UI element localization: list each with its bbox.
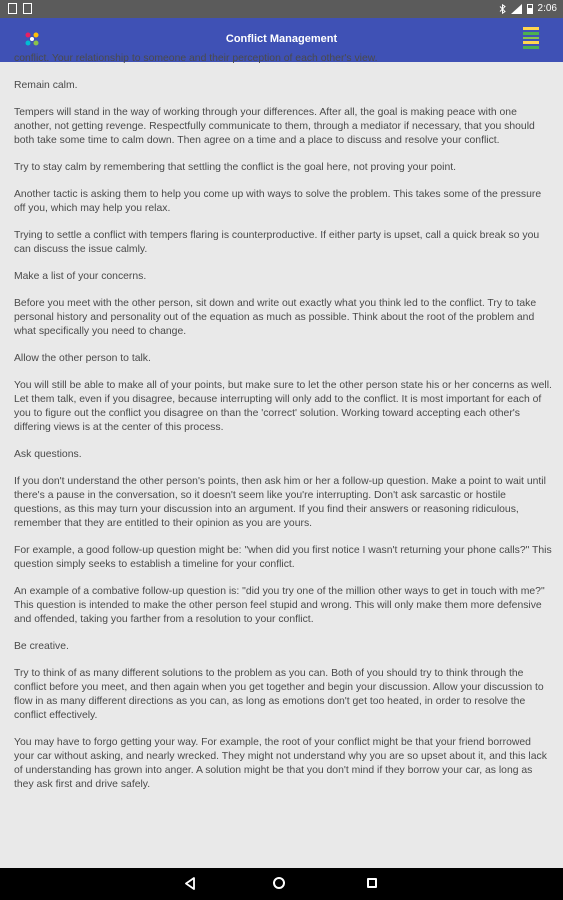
menu-icon[interactable] — [523, 27, 539, 49]
app-title: Conflict Management — [225, 33, 338, 45]
paragraph: Tempers will stand in the way of working through your differences. After all, the goal is making peace with one another, not getting revenge. Respectfully communicate to them, through a mediator if necessary, that you should both take some time to calm down. Then agree on a time and a place to discuss and resolve your conflict. — [14, 107, 535, 146]
system-icons — [499, 3, 557, 14]
paragraph: You may have to forgo getting your way. For example, the root of your conflict might be that your friend borrowed your car without asking, and nearly wrecked. They might not understand why you are so upset about it, and this lack of understanding has grown into anger. A solution might be that you don't mind if they borrow your car, as long as they ask first and drive safely. — [14, 737, 547, 790]
paragraph: Trying to settle a conflict with tempers flaring is counterproductive. If either party is upset, call a quick break so you can discuss the issue calmly. — [14, 230, 540, 255]
paragraph: An example of a combative follow-up question is: "did you try one of the million other ways to get in touch with me?" This question is intended to make the other person feel stupid and wrong. This will only make them more defensive and offended, taking you farther from a resolution to your conflict. — [14, 586, 545, 625]
paragraph: Try to stay calm by remembering that settling the conflict is the goal here, not proving your point. — [14, 162, 457, 173]
back-icon[interactable] — [184, 877, 196, 890]
heading-be-creative: Be creative. — [14, 641, 69, 652]
signal-icon — [511, 4, 522, 14]
document-icon — [23, 3, 32, 14]
recents-icon[interactable] — [367, 878, 377, 888]
paragraph: You will still be able to make all of your points, but make sure to let the other person state his or her concerns as well. Let them talk, even if you disagree, because interrupting will only add to the conflict. It is most important for each of you to figure out the conflict you disagree on than the 'correct' solution. Working toward accepting each other's differing views is at the center of this process. — [14, 380, 552, 433]
paragraph: Before you meet with the other person, sit down and write out exactly what you think led to the conflict. Try to take personal history and personality out of the equation as much as possible. Think about the root of the problem and what specifically you need to change. — [14, 298, 537, 337]
article-body — [14, 52, 554, 805]
paragraph: Another tactic is asking them to help you come up with ways to solve the problem. This takes some of the pressure off you, which may help you relax. — [14, 189, 542, 214]
heading-ask-questions: Ask questions. — [14, 449, 82, 460]
paragraph: For example, a good follow-up question might be: "when did you first notice I wasn't returning your phone calls?" This question simply seeks to establish a timeline for your conflict. — [14, 545, 552, 570]
clipped-text-line: conflict. Your relationship to someone and their perception of each other's view. — [14, 53, 378, 64]
battery-icon — [527, 4, 533, 14]
status-bar — [0, 0, 563, 18]
heading-allow-talk: Allow the other person to talk. — [14, 353, 151, 364]
notification-icons — [8, 3, 32, 14]
paragraph: If you don't understand the other person's points, then ask him or her a follow-up question. Make a point to wait until there's a pause in the conversation, so it doesn't seem like you're interrupting. Don't ask sarcastic or hostile questions, as this may turn your discussion into an argument. If you find their answers or reasoning ridiculous, remember that they are entitled to their opinion as you are yours. — [14, 476, 546, 529]
home-icon[interactable] — [273, 877, 285, 889]
paragraph: Try to think of as many different solutions to the problem as you can. Both of you should try to think through the conflict before you meet, and then again when you get together and begin your discussion. Allow your discussion to flow in as many different directions as you can, as long as emotions don't get too heated, in order to resolve the conflict effectively. — [14, 668, 544, 721]
image-icon — [8, 3, 17, 14]
bluetooth-icon — [499, 4, 506, 14]
heading-make-list: Make a list of your concerns. — [14, 271, 147, 282]
heading-remain-calm: Remain calm. — [14, 80, 78, 91]
status-time: 2:06 — [537, 3, 557, 14]
article-content[interactable] — [0, 53, 563, 868]
navigation-bar — [0, 868, 563, 900]
